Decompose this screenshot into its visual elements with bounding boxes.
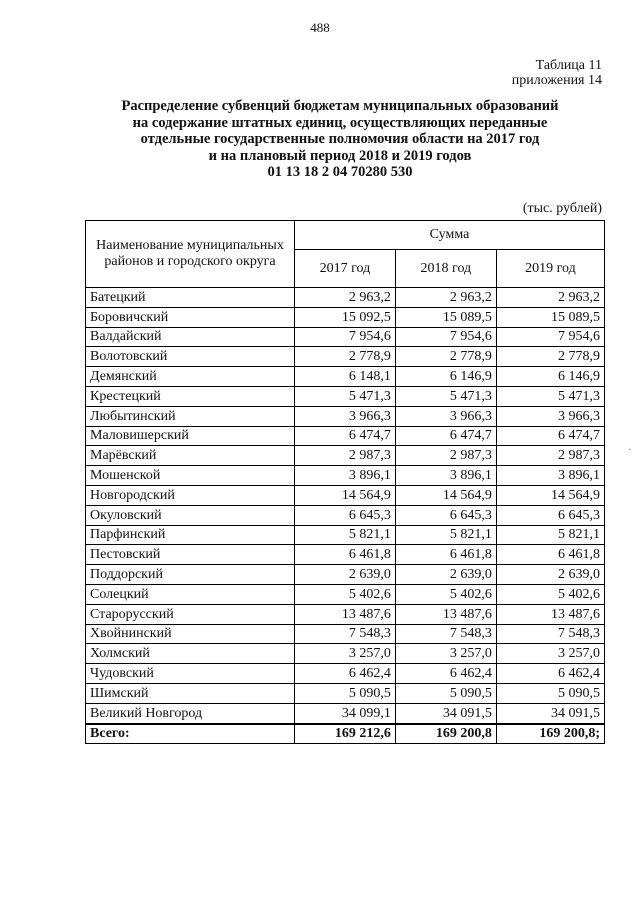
row-value-cell-2018: 14 564,9: [395, 485, 496, 505]
row-name-cell: Шимский: [86, 683, 295, 703]
row-name-cell: Великий Новгород: [86, 703, 295, 723]
row-name-cell: Хвойнинский: [86, 624, 295, 644]
table-row: [86, 525, 605, 545]
row-value-cell-2017: 6 645,3: [295, 505, 396, 525]
row-value-cell-2018: 169 200,8: [395, 724, 496, 744]
row-value-cell-2017: 7 548,3: [295, 624, 396, 644]
table-row: [86, 565, 605, 585]
row-value-cell-2019: 5 471,3: [496, 386, 604, 406]
row-value-cell-2018: 6 645,3: [395, 505, 496, 525]
table-row: [86, 347, 605, 367]
row-value-cell-2018: 6 474,7: [395, 426, 496, 446]
row-value-cell-2019: 3 896,1: [496, 466, 604, 486]
title-line: и на плановый период 2018 и 2019 годов: [208, 147, 472, 164]
header-year-2017: 2017 год: [295, 250, 396, 288]
table-row: [86, 664, 605, 684]
row-name-cell: Маловишерский: [86, 426, 295, 446]
row-name-cell: Холмский: [86, 644, 295, 664]
row-name-cell: Чудовский: [86, 664, 295, 684]
row-value-cell-2017: 6 462,4: [295, 664, 396, 684]
header-name: Наименование муниципальных районов и городского округа: [86, 221, 295, 288]
row-name-cell: Мошенской: [86, 466, 295, 486]
table-row: [86, 505, 605, 525]
row-value-cell-2019: 6 462,4: [496, 664, 604, 684]
header-sum: Сумма: [295, 221, 605, 250]
table-row: [86, 288, 605, 308]
row-value-cell-2018: 2 778,9: [395, 347, 496, 367]
row-name-cell: Старорусский: [86, 604, 295, 624]
title-line: Распределение субвенций бюджетам муниципальных образований: [121, 98, 559, 114]
row-value-cell-2017: 6 474,7: [295, 426, 396, 446]
row-value-cell-2019: 6 645,3: [496, 505, 604, 525]
row-value-cell-2017: 34 099,1: [295, 703, 396, 723]
row-name-cell: Марёвский: [86, 446, 295, 466]
document-title: [60, 98, 620, 181]
row-value-cell-2019: 6 474,7: [496, 426, 604, 446]
row-value-cell-2017: 5 821,1: [295, 525, 396, 545]
row-value-cell-2018: 13 487,6: [395, 604, 496, 624]
row-value-cell-2019: 169 200,8;: [496, 724, 604, 744]
table-row: [86, 545, 605, 565]
table-row: [86, 406, 605, 426]
row-value-cell-2018: 5 471,3: [395, 386, 496, 406]
row-value-cell-2018: 3 966,3: [395, 406, 496, 426]
row-name-cell: Волотовский: [86, 347, 295, 367]
table-row: [86, 644, 605, 664]
row-name-cell: Валдайский: [86, 327, 295, 347]
row-value-cell-2017: 2 778,9: [295, 347, 396, 367]
table-number: Таблица 11: [535, 58, 602, 73]
row-value-cell-2017: 2 639,0: [295, 565, 396, 585]
table-row: [86, 703, 605, 723]
row-value-cell-2019: 3 257,0: [496, 644, 604, 664]
row-value-cell-2019: 3 966,3: [496, 406, 604, 426]
row-name-cell: Демянский: [86, 367, 295, 387]
row-value-cell-2017: 6 461,8: [295, 545, 396, 565]
row-value-cell-2018: 2 963,2: [395, 288, 496, 308]
row-value-cell-2019: 7 548,3: [496, 624, 604, 644]
row-value-cell-2017: 5 090,5: [295, 683, 396, 703]
total-row: [86, 724, 605, 744]
header-year-2018: 2018 год: [395, 250, 496, 288]
row-value-cell-2018: 5 090,5: [395, 683, 496, 703]
table-reference: [512, 58, 602, 88]
row-value-cell-2018: 5 821,1: [395, 525, 496, 545]
row-name-cell: Пестовский: [86, 545, 295, 565]
table-row: [86, 327, 605, 347]
subvention-table: [85, 220, 605, 744]
row-value-cell-2018: 2 987,3: [395, 446, 496, 466]
appendix-number: приложения 14: [511, 73, 602, 88]
row-name-cell: Любытинский: [86, 406, 295, 426]
row-name-cell: Парфинский: [86, 525, 295, 545]
row-value-cell-2018: 7 954,6: [395, 327, 496, 347]
row-value-cell-2017: 5 471,3: [295, 386, 396, 406]
row-value-cell-2017: 14 564,9: [295, 485, 396, 505]
row-value-cell-2017: 2 963,2: [295, 288, 396, 308]
row-value-cell-2019: 5 821,1: [496, 525, 604, 545]
row-value-cell-2019: 14 564,9: [496, 485, 604, 505]
row-name-cell: Крестецкий: [86, 386, 295, 406]
row-value-cell-2018: 6 146,9: [395, 367, 496, 387]
row-value-cell-2017: 5 402,6: [295, 584, 396, 604]
table-row: [86, 446, 605, 466]
header-year-2019: 2019 год: [496, 250, 604, 288]
row-name-cell: Боровичский: [86, 307, 295, 327]
row-value-cell-2018: 34 091,5: [395, 703, 496, 723]
row-value-cell-2018: 3 896,1: [395, 466, 496, 486]
row-value-cell-2018: 15 089,5: [395, 307, 496, 327]
row-value-cell-2018: 3 257,0: [395, 644, 496, 664]
row-value-cell-2019: 15 089,5: [496, 307, 604, 327]
row-value-cell-2019: 2 987,3: [496, 446, 604, 466]
row-value-cell-2018: 6 461,8: [395, 545, 496, 565]
row-value-cell-2019: 2 963,2: [496, 288, 604, 308]
row-value-cell-2017: 15 092,5: [295, 307, 396, 327]
margin-mark: ·: [628, 445, 632, 456]
row-value-cell-2017: 169 212,6: [295, 724, 396, 744]
table-row: [86, 624, 605, 644]
row-value-cell-2019: 6 146,9: [496, 367, 604, 387]
row-value-cell-2017: 13 487,6: [295, 604, 396, 624]
budget-code: 01 13 18 2 04 70280 530: [267, 164, 413, 180]
row-name-cell: Новгородский: [86, 485, 295, 505]
table-body: [86, 288, 605, 744]
row-name-cell: Всего:: [86, 724, 295, 744]
row-value-cell-2019: 34 091,5: [496, 703, 604, 723]
title-line: отдельные государственные полномочия области на 2017 год: [140, 131, 540, 147]
row-name-cell: Окуловский: [86, 505, 295, 525]
table-row: [86, 367, 605, 387]
row-value-cell-2017: 7 954,6: [295, 327, 396, 347]
row-value-cell-2017: 6 148,1: [295, 367, 396, 387]
row-name-cell: Батецкий: [86, 288, 295, 308]
table-row: [86, 604, 605, 624]
row-value-cell-2017: 3 966,3: [295, 406, 396, 426]
table-row: [86, 307, 605, 327]
row-value-cell-2019: 7 954,6: [496, 327, 604, 347]
table-row: [86, 386, 605, 406]
row-value-cell-2019: 5 090,5: [496, 683, 604, 703]
table-row: [86, 466, 605, 486]
row-value-cell-2018: 2 639,0: [395, 565, 496, 585]
page-number: 488: [310, 20, 330, 35]
units-label: (тыс. рублей): [522, 201, 602, 216]
table-row: [86, 584, 605, 604]
row-value-cell-2019: 2 639,0: [496, 565, 604, 585]
row-value-cell-2018: 6 462,4: [395, 664, 496, 684]
row-value-cell-2019: 5 402,6: [496, 584, 604, 604]
row-value-cell-2017: 3 257,0: [295, 644, 396, 664]
row-value-cell-2019: 13 487,6: [496, 604, 604, 624]
row-value-cell-2019: 6 461,8: [496, 545, 604, 565]
table-row: [86, 426, 605, 446]
row-name-cell: Солецкий: [86, 584, 295, 604]
row-name-cell: Поддорский: [86, 565, 295, 585]
row-value-cell-2018: 5 402,6: [395, 584, 496, 604]
table-row: [86, 683, 605, 703]
row-value-cell-2017: 2 987,3: [295, 446, 396, 466]
table-row: [86, 485, 605, 505]
row-value-cell-2018: 7 548,3: [395, 624, 496, 644]
title-line: на содержание штатных единиц, осуществляющих переданные: [132, 114, 548, 131]
row-value-cell-2019: 2 778,9: [496, 347, 604, 367]
row-value-cell-2017: 3 896,1: [295, 466, 396, 486]
